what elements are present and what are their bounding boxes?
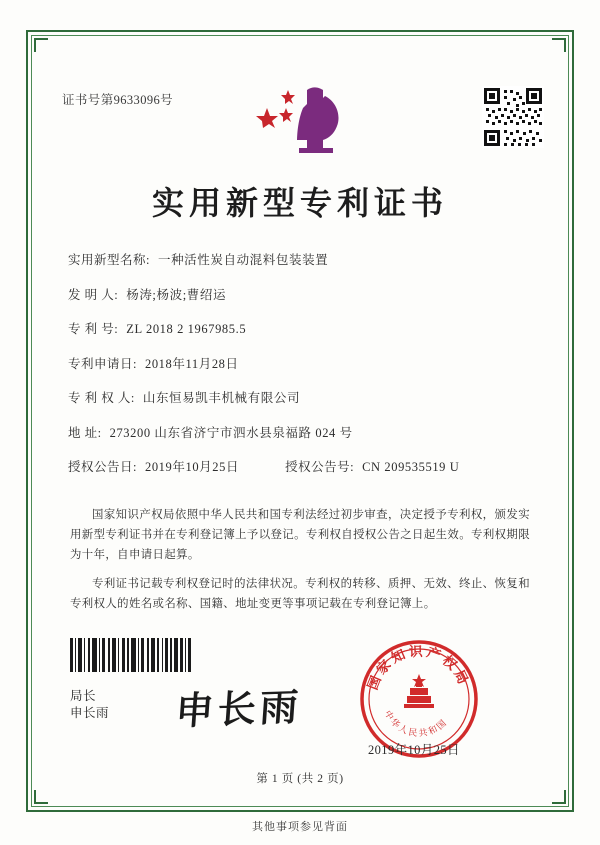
- field-label: 专利申请日:: [68, 356, 137, 371]
- field-value: 一种活性炭自动混料包装装置: [157, 253, 329, 267]
- frame-corner-bottom-right: [552, 790, 566, 804]
- director-block: [70, 688, 109, 722]
- field-value: 273200 山东省济宁市泗水县泉福路 024 号: [109, 425, 353, 440]
- svg-text:中华人民共和国: 中华人民共和国: [381, 709, 451, 740]
- grant-number-label: 授权公告号:: [285, 460, 355, 474]
- field-value: ZL 2018 2 1967985.5: [126, 322, 247, 336]
- field-label: 专 利 权 人:: [68, 391, 135, 405]
- field-label: 发 明 人:: [68, 287, 119, 302]
- field-row: [68, 354, 538, 372]
- legal-text-block: [70, 505, 530, 623]
- field-row: [68, 285, 538, 303]
- field-row: [68, 388, 538, 406]
- frame-corner-bottom-left: [34, 790, 48, 804]
- field-value: 杨涛;杨波;曹绍运: [126, 287, 227, 302]
- frame-corner-top-right: [552, 38, 566, 52]
- barcode-icon: [70, 638, 220, 672]
- page-number: 第 1 页 (共 2 页): [256, 773, 344, 785]
- field-value: 山东恒易凯丰机械有限公司: [142, 391, 301, 405]
- field-label: 实用新型名称:: [68, 253, 150, 267]
- certificate-number: 证书号第9633096号: [62, 93, 174, 107]
- field-list: [68, 250, 538, 492]
- director-signature: 申长雨: [174, 683, 304, 734]
- qr-code-icon: [482, 86, 544, 148]
- footer-note: 其他事项参见背面: [252, 821, 348, 833]
- field-row-grant: [68, 457, 538, 475]
- director-name-label: 申长雨: [70, 706, 110, 720]
- legal-paragraph-1: 国家知识产权局依照中华人民共和国专利法经过初步审查，决定授予专利权，颁发实用新型专利证书并在专利登记簿上予以登记。专利权自授权公告之日起生效。专利权期限为十年，自申请日起算。: [70, 509, 530, 561]
- patent-office-logo-icon: [245, 82, 355, 160]
- field-row: [68, 250, 538, 268]
- field-label: 专 利 号:: [68, 322, 119, 336]
- frame-corner-top-left: [34, 38, 48, 52]
- field-label: 地 址:: [68, 425, 102, 440]
- legal-paragraph-2: 专利证书记载专利权登记时的法律状况。专利权的转移、质押、无效、终止、恢复和专利权人的姓名或名称、国籍、地址变更等事项记载在专利登记簿上。: [70, 578, 530, 610]
- grant-date-label: 授权公告日:: [68, 460, 137, 474]
- field-row: [68, 423, 538, 441]
- seal-date: 2019年10月25日: [368, 743, 460, 757]
- director-title-label: 局长: [70, 689, 97, 703]
- page-title: 实用新型专利证书: [151, 184, 448, 222]
- grant-date-value: 2019年10月25日: [144, 460, 240, 474]
- field-value: 2018年11月28日: [144, 356, 239, 371]
- field-row: [68, 319, 538, 337]
- svg-text:国家知识产权局: 国家知识产权局: [364, 643, 473, 693]
- grant-number-value: CN 209535519 U: [362, 460, 460, 474]
